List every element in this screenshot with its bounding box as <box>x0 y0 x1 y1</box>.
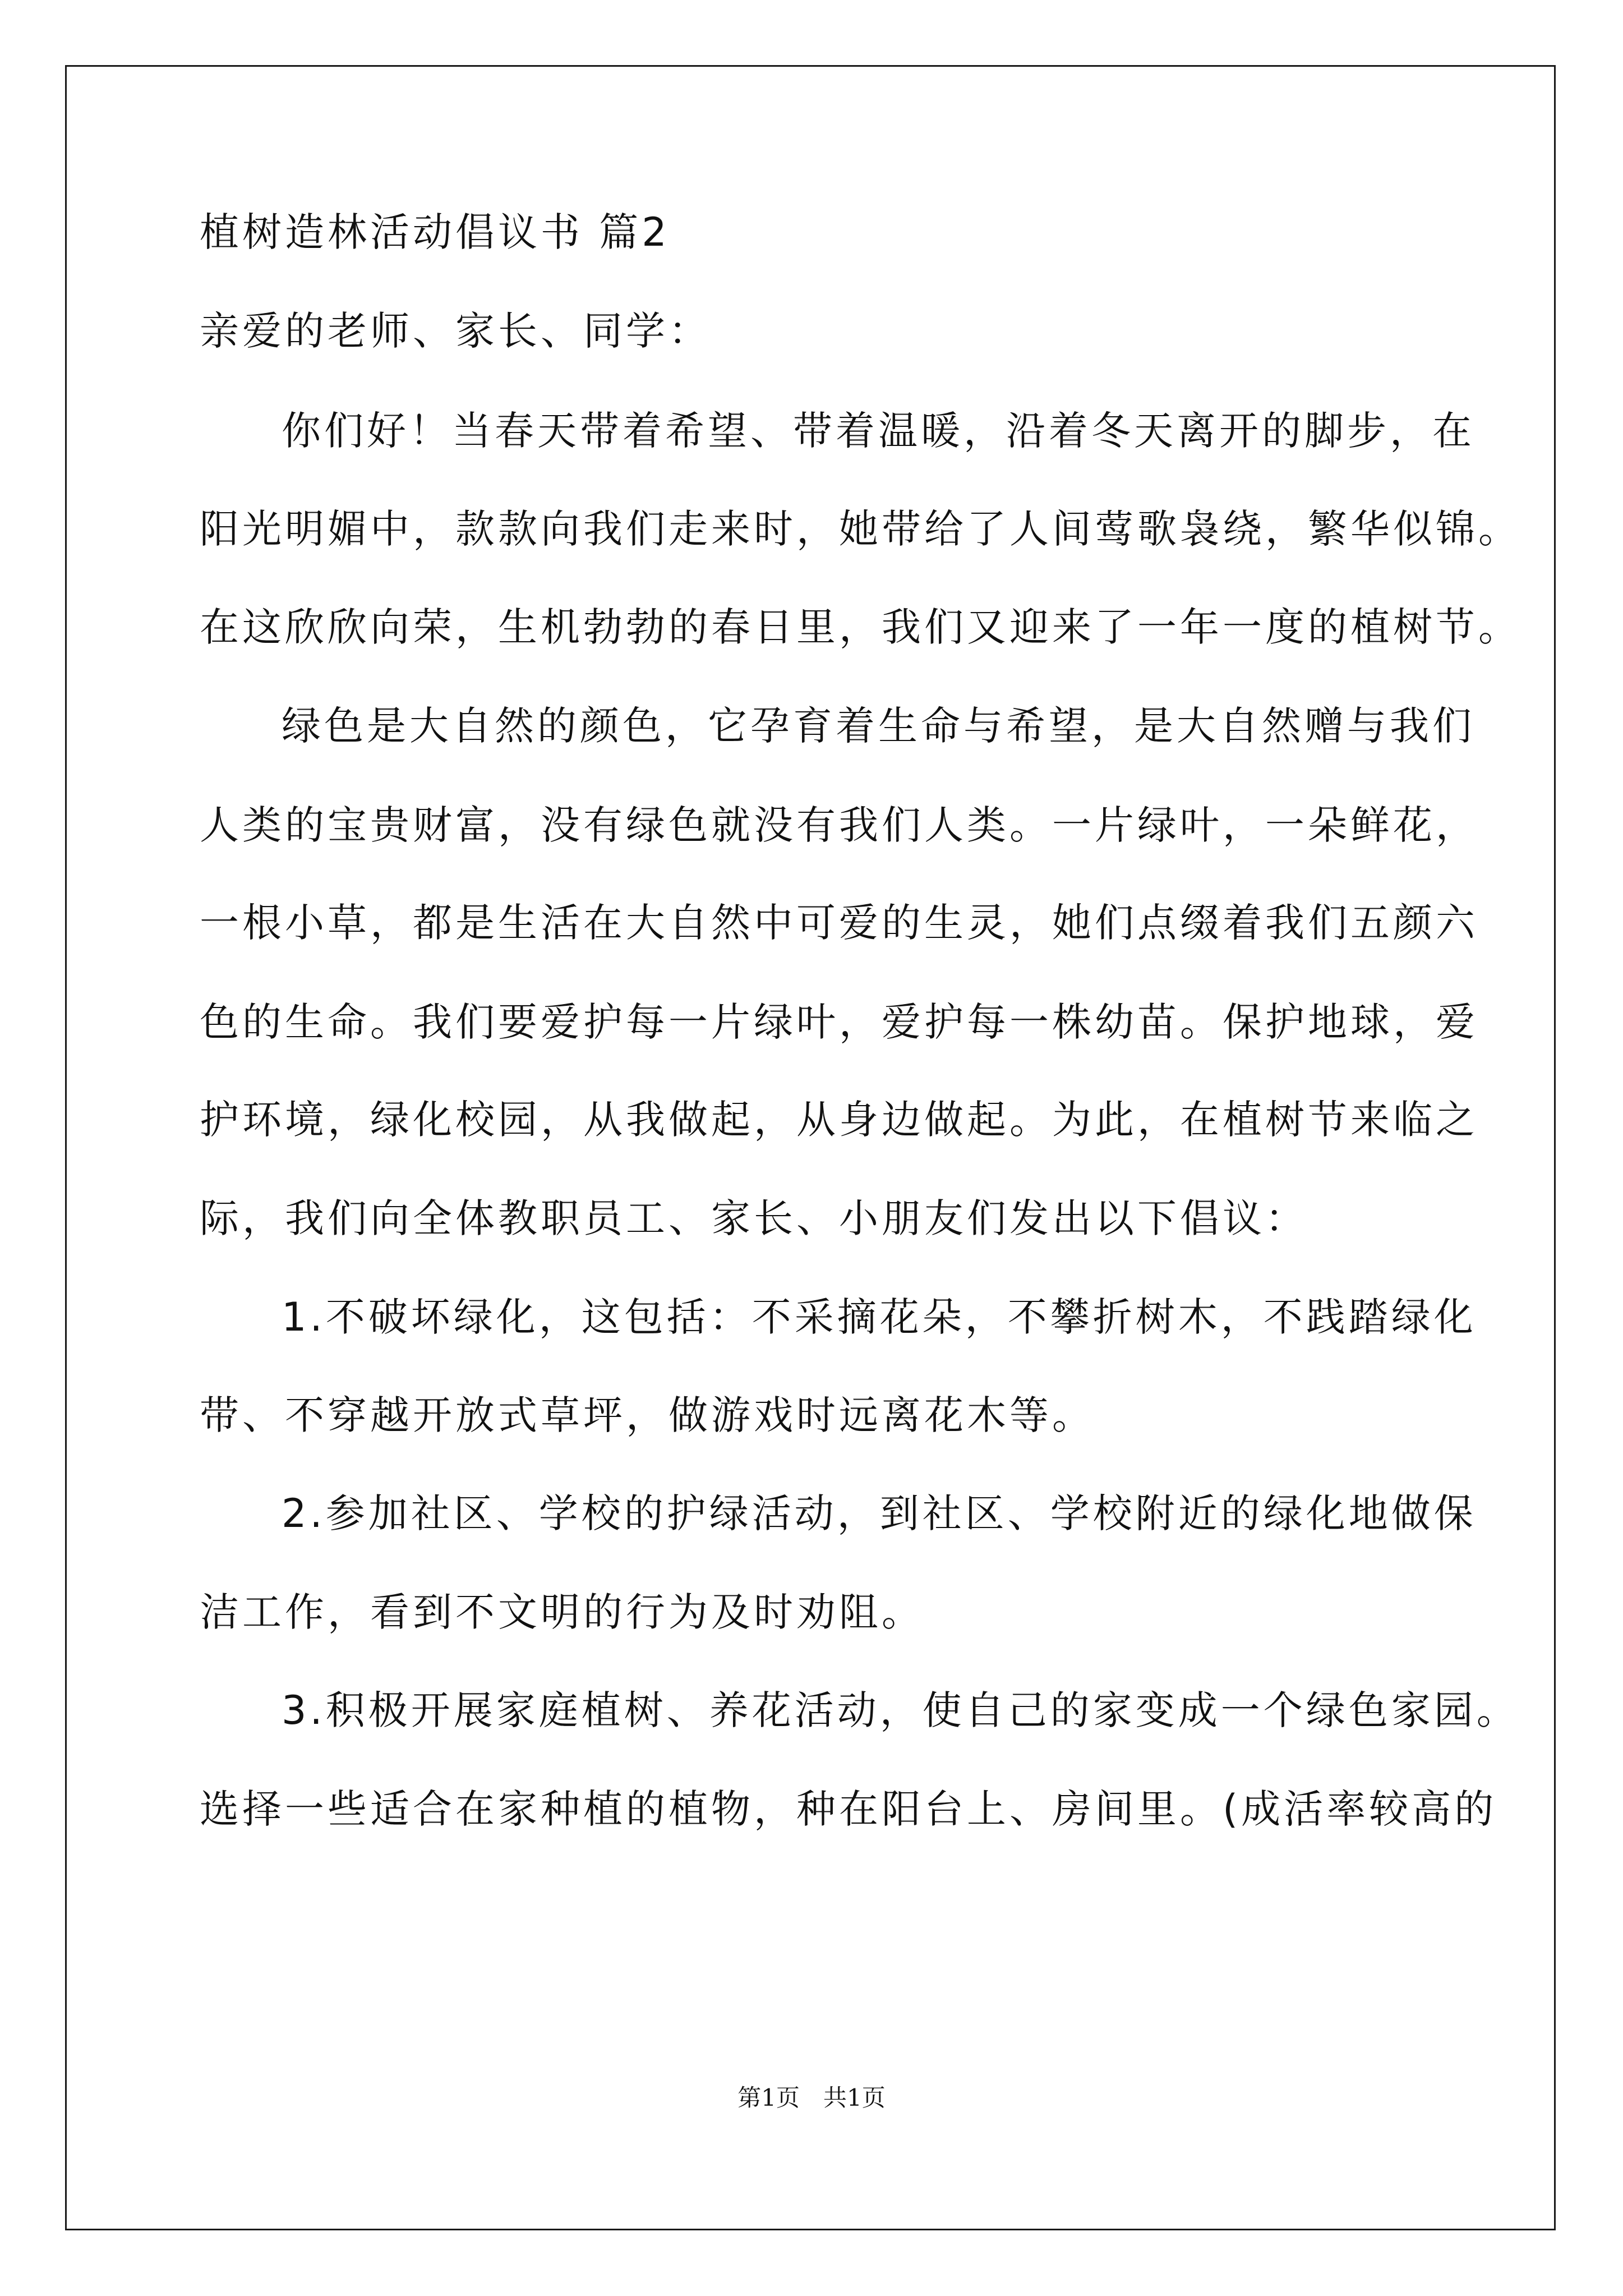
salutation: 亲爱的老师、家长、同学： <box>200 308 711 354</box>
paragraph-line: 洁工作，看到不文明的行为及时劝阻。 <box>200 1589 924 1635</box>
paragraph-line: 阳光明媚中，款款向我们走来时，她带给了人间莺歌袅绕，繁华似锦。 <box>200 506 1521 552</box>
document-title: 植树造林活动倡议书 篇2 <box>200 209 670 255</box>
paragraph-line: 际，我们向全体教职员工、家长、小朋友们发出以下倡议： <box>200 1195 1308 1241</box>
paragraph-line: 护环境，绿化校园，从我做起，从身边做起。为此，在植树节来临之 <box>200 1097 1478 1143</box>
paragraph-line: 1.不破坏绿化，这包括：不采摘花朵，不攀折树木，不践踏绿化 <box>282 1294 1477 1340</box>
paragraph-line: 人类的宝贵财富，没有绿色就没有我们人类。一片绿叶，一朵鲜花， <box>200 802 1478 848</box>
paragraph-line: 3.积极开展家庭植树、养花活动，使自己的家变成一个绿色家园。 <box>282 1687 1519 1733</box>
paragraph-line: 2.参加社区、学校的护绿活动，到社区、学校附近的绿化地做保 <box>282 1490 1477 1536</box>
page-footer: 第1页 共1页 <box>737 2084 886 2111</box>
paragraph-line: 在这欣欣向荣，生机勃勃的春日里，我们又迎来了一年一度的植树节。 <box>200 604 1521 650</box>
paragraph-line: 选择一些适合在家种植的植物，种在阳台上、房间里。(成活率较高的 <box>200 1786 1497 1832</box>
paragraph-line: 绿色是大自然的颜色，它孕育着生命与希望，是大自然赠与我们 <box>282 703 1475 749</box>
paragraph-line: 色的生命。我们要爱护每一片绿叶，爱护每一株幼苗。保护地球，爱 <box>200 999 1478 1045</box>
paragraph-line: 你们好！当春天带着希望、带着温暖，沿着冬天离开的脚步，在 <box>282 408 1475 454</box>
page-border <box>65 65 1556 2230</box>
paragraph-line: 带、不穿越开放式草坪，做游戏时远离花木等。 <box>200 1392 1095 1438</box>
paragraph-line: 一根小草，都是生活在大自然中可爱的生灵，她们点缀着我们五颜六 <box>200 900 1478 946</box>
